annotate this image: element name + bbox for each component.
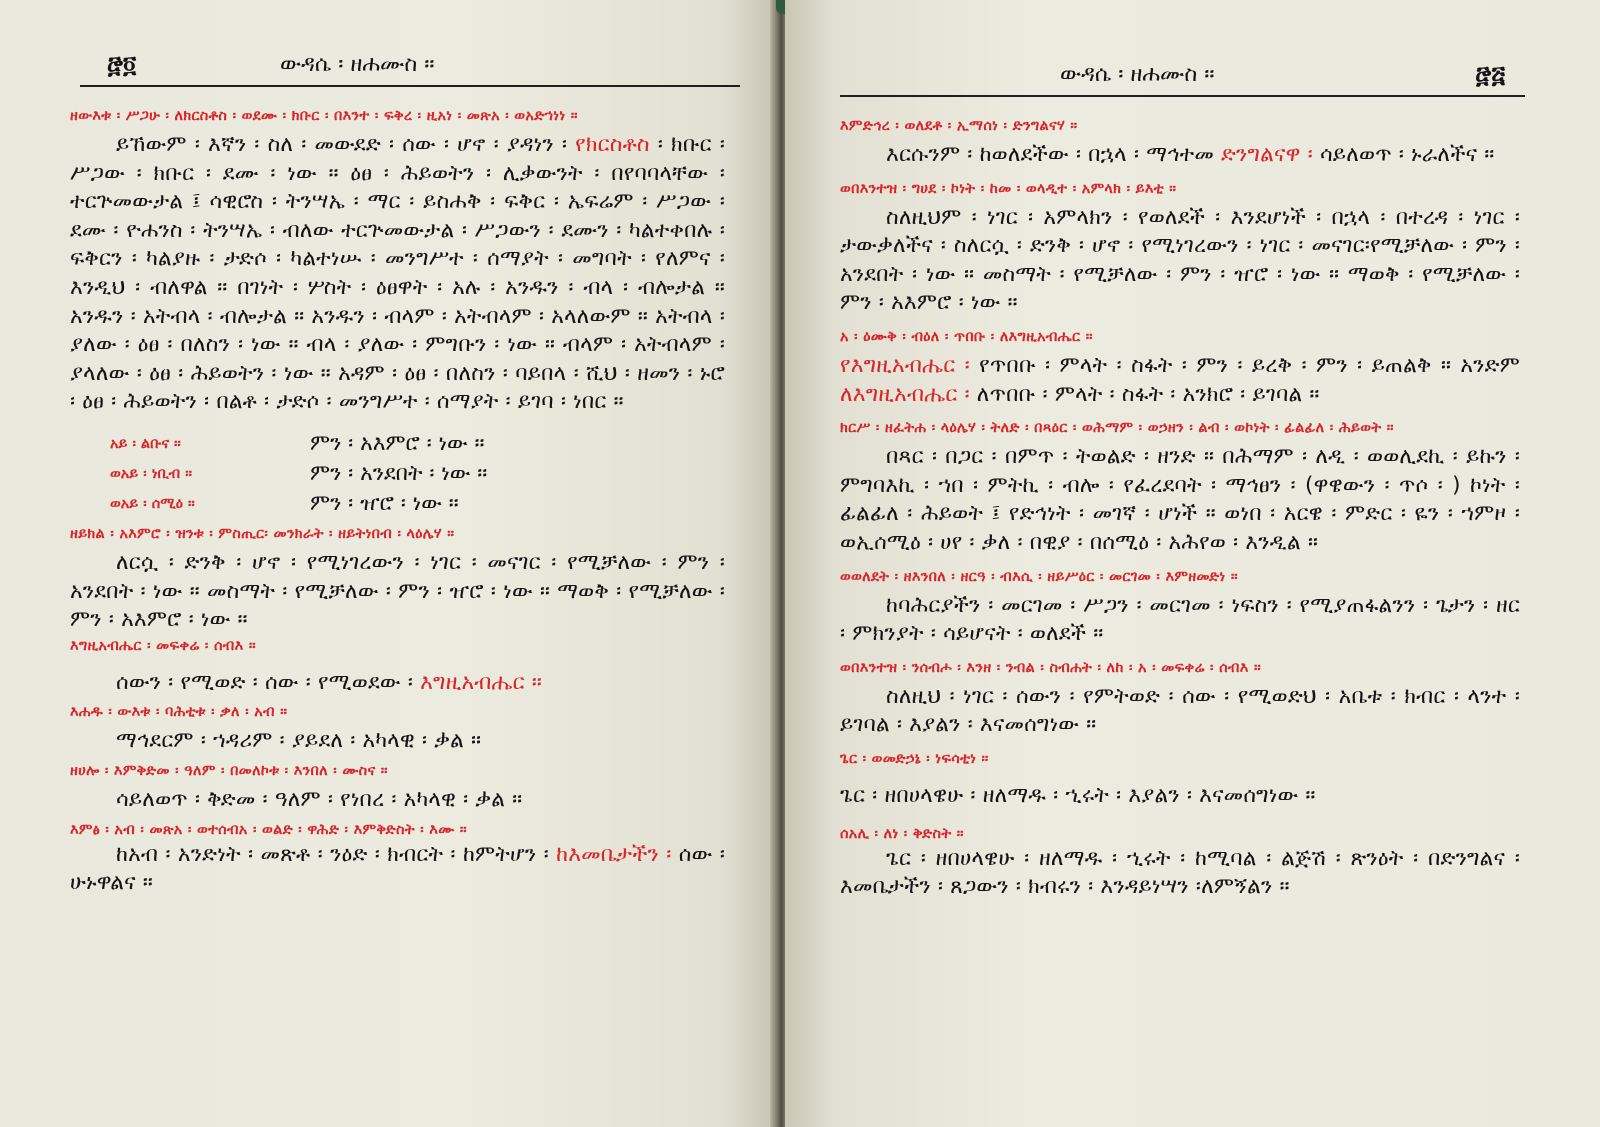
right-paragraph-7: ጌር ፡ ዘበሀላዌሁ ፡ ዘለማዱ ፡ ኂሩት ፡ እያልን ፡ እናመሰግነው ። [840,782,1316,808]
left-paragraph-5: ሳይለወጥ ፡ ቅድመ ፡ ዓለም ፡ የነበረ ፡ አካላዊ ፡ ቃል ። [116,786,523,812]
right-heading-6: ወበእንተዝ ፡ ንሰብሖ ፡ እንዘ ፡ ንብል ፡ ስብሐት ፡ ለከ ፡ አ ፡ መፍቀሬ ፡ ሰብእ ። [840,659,1262,676]
right-paragraph-4: በጻር ፡ በጋር ፡ በምጥ ፡ ትወልድ ፡ ዘንድ ። በሕማም ፡ ለዲ ፡ ወወሊደኪ ፡ ይኩን ፡ ምግባእኪ ፡ ኀበ ፡ ምትኪ ፡ ብሎ ፡ የፈረደባት ፡ ማኅፀን ፡ (ዋዌውን ፡ ጥሶ ፡ ) ኮነት ፡ ፊልፊለ ፡ ሕይወት ፤ የድኅነት ፡ መገኛ ፡ ሆነች ። ወነበ ፡ አርዌ ፡ ምድር ፡ ዬን ፡ ኀምዞ ፡ ወኢሰሚዕ ፡ ሀየ ፡ ቃለ ፡ በዊያ ፡ በሰሚዕ ፡ አሕየወ ፡ እንዲል ። [840,444,1520,555]
right-paragraph-1-red: ድንግልናዋ ፡ [1220,142,1313,167]
right-page-header [840,58,1525,94]
left-page-header [80,48,740,84]
left-paragraph-3-text: ሰውን ፡ የሚወድ ፡ ሰው ፡ የሚወደው ፡ [116,669,421,695]
right-page-number: ፸፭ [1475,61,1505,89]
gloss-value: ምን ፡ አንደበት ፡ ነው ። [310,461,488,487]
gloss-head: ወአይ ፡ ሰሚዕ ። [110,495,195,512]
left-paragraph-6-text-a: ከአብ ፡ አንድነት ፡ መጽቶ ፡ ንዕድ ፡ ክብርት ፡ ከምትሆን ፡ [116,841,557,867]
left-paragraph-3 [70,669,725,698]
gloss-row [110,459,725,489]
right-paragraph-3-text-a: የጥበቡ ፡ ምላት ፡ ስፋት ፡ ምን ፡ ይረቅ ፡ ምን ፡ ይጠልቅ ። አንድም [969,352,1520,378]
right-paragraph-8: ጌር ፡ ዘበሀላዌሁ ፡ ዘለማዱ ፡ ኂሩት ፡ ከሚባል ፡ ልጅሽ ፡ ጽንዕት ፡ በድንግልና ፡ እመቤታችን ፡ ጸጋውን ፡ ክብሩን ፡ እንዳይነሣን ፡ለምኝልን ። [840,845,1520,900]
right-paragraph-3 [840,352,1520,409]
left-paragraph-4: ማኅደርም ፡ ኀዳሪም ፡ ያይደለ ፡ አካላዊ ፡ ቃል ። [116,728,482,754]
right-paragraph-3-red-2: ለእግዚአብሔር ፡ [840,381,970,407]
left-heading-1: ዘውእቱ ፡ ሥጋሁ ፡ ለክርስቶስ ፡ ወደሙ ፡ ክቡር ፡ በእንተ ፡ ፍቅረ ፡ ዚአነ ፡ መጽአ ፡ ወአድኀነነ ። [70,108,578,124]
left-page-number: ፸፬ [107,51,137,79]
right-heading-4: ክርሥ ፡ ዘፈትሐ ፡ ላዕሌሃ ፡ ትለድ ፡ በጻዕር ፡ ወሕማም ፡ ወኃዘን ፡ ልብ ፡ ወኮነት ፡ ፊልፊለ ፡ ሕይወት ። [840,420,1394,437]
right-page [785,0,1600,1127]
right-paragraph-3-text-b: ለጥበቡ ፡ ምላት ፡ ስፋት ፡ አንክሮ ፡ ይገባል ። [969,381,1320,407]
right-paragraph-5: ከባሕርያችን ፡ መርገመ ፡ ሥጋን ፡ መርገመ ፡ ነፍስን ፡ የሚያጠፋልንን ፡ ጌታን ፡ ዘር ፡ ምክንያት ፡ ሳይሆናት ፡ ወለደች ። [840,592,1520,647]
right-paragraph-2: ስለዚህም ፡ ነገር ፡ አምላክን ፡ የወለደች ፡ እንደሆነች ፡ በኋላ ፡ በተረዳ ፡ ነገር ፡ ታውቃለችና ፡ ስለርሷ ፡ ድንቅ ፡ ሆኖ ፡ የሚነገረውን ፡ ነገር ፡ መናገር፡የሚቻለው ፡ ምን ፡ አንደበት ፡ ነው ። መስማት ፡ የሚቻለው ፡ ምን ፡ ዠሮ ፡ ነው ። ማወቅ ፡ የሚቻለው ፡ ምን ፡ አእምሮ ፡ ነው ። [840,204,1520,316]
left-paragraph-3-red: እግዚአብሔር ። [420,669,543,695]
gloss-value: ምን ፡ ዠሮ ፡ ነው ። [310,491,459,517]
left-paragraph-6-red: ከእመቤታችን ፡ [556,841,672,867]
right-heading-8: ሰአሊ ፡ ለነ ፡ ቅድስት ። [840,825,964,842]
left-running-title: ውዳሴ ፡ ዘሐሙስ ። [280,52,435,77]
right-heading-3: አ ፡ ዕሙቅ ፡ ብዕለ ፡ ጥበቡ ፡ ለእግዚአብሔር ። [840,328,1093,345]
left-paragraph-1-text-b: ፡ ክቡር ፡ ሥጋው ፡ ክቡር ፡ ደሙ ፡ ነው ። ዕፀ ፡ ሕይወትን ፡ ሊቃውንት ፡ በየባባላቸው ፡ ተርጕመውታል ፤ ሳዊሮስ ፡ ትንሣኤ ፡ ማር ፡ ይስሐቅ ፡ ፍቅር ፡ ኤፍሬም ፡ ሥጋው ፡ ደሙ ፡ ዮሐንስ ፡ ትንሣኤ ፡ ብለው ተርጕመውታል ፡ ሥጋውን ፡ ደሙን ፡ ካልተቀበሉ ፡ ፍቅርን ፡ ካልያዙ ፡ ታድሶ ፡ ካልተነሡ ፡ መንግሥተ ፡ ሰማያት ፡ መግባት ፡ የለምና ፡ እንዲህ ፡ ብለዋል ። በገነት ፡ ሦስት ፡ ዕፀዋት ፡ አሉ ፡ አንዱን ፡ ብላ ፡ ብሎታል ። አንዱን ፡ አትብላ ፡ ብሎታል ። አንዱን ፡ ብላም ፡ አትብላም ፡ አላለውም ። አትብላ ፡ ያለው ፡ ዕፀ ፡ በለስን ፡ ነው ። ብላ ፡ ያለው ፡ ምግቡን ፡ ነው ። ብላም ፡ አትብላም ፡ ያላለው ፡ ዕፀ ፡ ሕይወትን ፡ ነው ። አዳም ፡ ዕፀ ፡ በለስን ፡ ባይበላ ፡ ሺህ ፡ ዘመን ፡ ኑሮ ፡ ዕፀ ፡ ሕይወትን ፡ በልቶ ፡ ታድሶ ፡ መንግሥተ ፡ ሰማያት ፡ ይገባ ፡ ነበር ። [70,132,725,415]
left-paragraph-1-text-a: ይኸውም ፡ እኛን ፡ ስለ ፡ መውደድ ፡ ሰው ፡ ሆኖ ፡ ያዳነን ፡ [116,132,576,157]
gloss-head: ወአይ ፡ ነቢብ ። [110,465,192,482]
left-paragraph-6 [70,841,725,898]
right-heading-5: ወወለደት ፡ ዘእንበለ ፡ ዘርዓ ፡ ብእሲ ፡ ዘይሥዕር ፡ መርገመ ፡ እምዘመድነ ። [840,568,1238,585]
left-page [0,0,775,1127]
right-heading-2: ወበእንተዝ ፡ ግሀደ ፡ ኮነት ፡ ከመ ፡ ወላዲተ ፡ አምላክ ፡ ይእቲ ። [840,180,1177,197]
left-heading-5: ዘሀሎ ፡ እምቅድመ ፡ ዓለም ፡ በመለኮቱ ፡ እንበለ ፡ ሙስና ። [70,762,388,779]
gloss-row [110,489,725,519]
left-page-content [70,105,725,898]
left-heading-4: እሐዱ ፡ ውእቱ ፡ ባሕቲቱ ፡ ቃለ ፡ አብ ። [70,704,288,721]
left-paragraph-1 [70,131,725,417]
right-paragraph-1 [840,141,1520,170]
gloss-value: ምን ፡ አእምሮ ፡ ነው ። [310,431,485,457]
left-paragraph-6-text-b: ሰው ፡ ሁኑዋልና ። [70,841,725,896]
right-heading-1: እምድኅረ ፡ ወለደቶ ፡ ኢማሰነ ፡ ድንግልናሃ ። [840,118,1078,134]
left-paragraph-2: ለርሷ ፡ ድንቅ ፡ ሆኖ ፡ የሚነገረውን ፡ ነገር ፡ መናገር ፡ የሚቻለው ፡ ምን ፡ አንደበት ፡ ነው ። መስማት ፡ የሚቻለው ፡ ምን ፡ ዠሮ ፡ ነው ። ማወቅ ፡ የሚቻለው ፡ ምን ፡ አእምሮ ፡ ነው ። [70,549,725,633]
right-paragraph-1-text-b: ሳይለወጥ ፡ ኑራለችና ። [1312,142,1495,167]
right-page-content [840,115,1520,902]
gloss-head: አይ ፡ ልቡና ። [110,435,181,452]
left-paragraph-1-red: የክርስቶስ [575,132,650,157]
right-header-rule [840,95,1525,97]
right-running-title: ውዳሴ ፡ ዘሐሙስ ። [1060,62,1215,87]
left-heading-6: እምፅ ፡ አብ ፡ መጽአ ፡ ወተሰብአ ፡ ወልድ ፡ ዋሕድ ፡ እምቅድስት ፡ እሙ ። [70,821,467,838]
left-heading-2: ዘይክል ፡ አእምሮ ፡ ዝንቱ ፡ ምስጢር፡ መንክራት ፡ ዘይትነበብ ፡ ላዕሌሃ ። [70,525,455,542]
gloss-table [110,429,725,519]
left-header-rule [80,85,740,87]
left-heading-3: እግዚአብሔር ፡ መፍቀሬ ፡ ሰብእ ። [70,637,256,654]
right-paragraph-1-text-a: እርሱንም ፡ ከወለደችው ፡ በኋላ ፡ ማኅተመ [886,142,1221,167]
gloss-row [110,429,725,459]
right-paragraph-3-red-1: የእግዚአብሔር ፡ [840,352,970,378]
right-paragraph-6: ስለዚህ ፡ ነገር ፡ ሰውን ፡ የምትወድ ፡ ሰው ፡ የሚወድህ ፡ አቤቱ ፡ ክብር ፡ ላንተ ፡ ይገባል ፡ እያልን ፡ እናመሰግነው ። [840,683,1520,738]
right-heading-7: ጌር ፡ ወመድኃኔ ፡ ነፍሳቲነ ። [840,750,989,767]
